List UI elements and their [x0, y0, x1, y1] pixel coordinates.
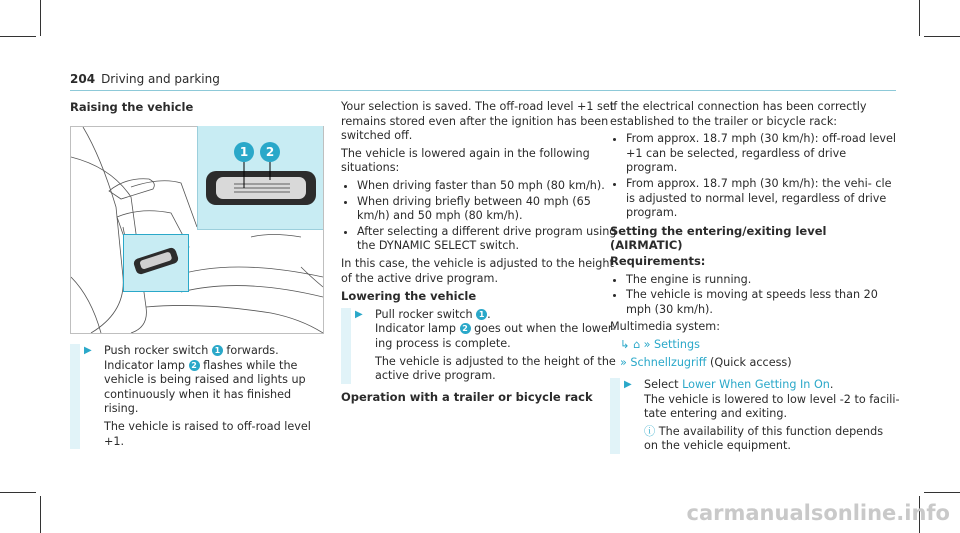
select-step: Select Lower When Getting In On. The vehicle is lowered to low level -2 to facili- tate entering and exiting. [644, 378, 900, 421]
list-item: • From approx. 18.7 mph (30 km/h): off-road level +1 can be selected, regardless of drive program. [626, 132, 900, 176]
availability-note: ⓘ The availability of this function depends on the vehicle equipment. [644, 424, 884, 453]
switch-location-marker [123, 234, 189, 292]
nav-path [610, 338, 900, 353]
crop-mark [924, 36, 960, 37]
figure-callout-1: 1 [239, 145, 249, 159]
trailer-list [610, 132, 900, 221]
step-bar [70, 344, 80, 449]
lowered-intro: The vehicle is lowered again in the following situations: [341, 146, 590, 175]
step-arrow-icon: ▶ [624, 379, 632, 391]
crop-mark [40, 496, 41, 533]
page-number: 204 [70, 72, 96, 86]
column-1 [70, 100, 322, 119]
callout-2: 2 [460, 323, 471, 334]
list-item: • The engine is running. [626, 273, 900, 288]
step-arrow-icon: ▶ [355, 308, 363, 320]
crop-mark [924, 492, 960, 493]
list-item: • The vehicle is moving at speeds less than 20 mph (30 km/h). [626, 288, 900, 317]
crop-mark [0, 36, 36, 37]
requirements-list [610, 273, 900, 318]
chevron-right-icon: » [620, 355, 627, 369]
switch-inset [197, 126, 323, 230]
step-arrow-icon: ▶ [84, 345, 92, 356]
column-2 [341, 100, 623, 408]
nav-quick-access: Schnellzugriff [630, 355, 707, 369]
trailer-title: Operation with a trailer or bicycle rack [341, 389, 593, 404]
nav-path-2 [610, 356, 900, 371]
step-bar [610, 378, 620, 454]
raising-result: The vehicle is raised to off-road level +1. [104, 419, 311, 448]
raising-step [70, 344, 322, 452]
lowering-result: The vehicle is adjusted to the height of the active drive program. [375, 354, 616, 383]
list-item: • When driving briefly between 40 mph (65 km/h) and 50 mph (80 km/h). [357, 195, 623, 224]
raising-step-text: Push rocker switch 1 forwards. Indicator lamp 2 flashes while the vehicle is being raised and lights up continuously when it has finished rising. [104, 344, 306, 416]
saved-text: Your selection is saved. The off-road level +1 set remains stored even after the ignition has been switched off. [341, 100, 615, 143]
home-icon: ⌂ [632, 337, 641, 351]
nav-quick-note: (Quick access) [710, 355, 792, 369]
figure-callout-2: 2 [265, 145, 275, 159]
setting-title: Setting the entering/exiting level (AIRMATIC) [610, 223, 827, 253]
switch-closeup [198, 126, 323, 229]
crop-mark [0, 492, 36, 493]
nav-arrow-icon: ↳ [620, 337, 630, 351]
lowering-step-text: Pull rocker switch 1 . Indicator lamp 2 goes out when the lower- ing process is complete. [375, 307, 616, 350]
callout-1: 1 [212, 345, 223, 356]
column-3 [610, 100, 900, 457]
crop-mark [919, 0, 920, 36]
list-item: • After selecting a different drive program using the DYNAMIC SELECT switch. [357, 225, 623, 254]
callout-1: 1 [476, 309, 487, 320]
multimedia-label: Multimedia system: [610, 320, 720, 334]
info-icon: ⓘ [644, 424, 656, 438]
callout-2: 2 [189, 360, 200, 371]
adjust-text: In this case, the vehicle is adjusted to the height of the active drive program. [341, 256, 614, 285]
list-item: • From approx. 18.7 mph (30 km/h): the vehi- cle is adjusted to normal level, regardless of drive program. [626, 177, 900, 221]
lowering-title: Lowering the vehicle [341, 289, 477, 304]
page-header [70, 72, 220, 86]
header-rule [70, 90, 896, 91]
lower-when-getting-in-link: Lower When Getting In On [682, 378, 830, 392]
nav-settings: Settings [654, 337, 700, 351]
crop-mark [40, 0, 41, 36]
chevron-right-icon: » [643, 337, 651, 351]
list-item: • When driving faster than 50 mph (80 km/h). [357, 179, 623, 194]
raising-title: Raising the vehicle [70, 100, 194, 114]
trailer-intro: If the electrical connection has been correctly established to the trailer or bicycle rack: [610, 100, 867, 128]
lowered-list [341, 179, 623, 254]
switch-small [124, 235, 188, 291]
requirements-title: Requirements: [610, 253, 706, 268]
section-title: Driving and parking [101, 72, 220, 86]
step-bar [341, 308, 351, 384]
watermark: carmanualsonline.info [686, 501, 950, 525]
